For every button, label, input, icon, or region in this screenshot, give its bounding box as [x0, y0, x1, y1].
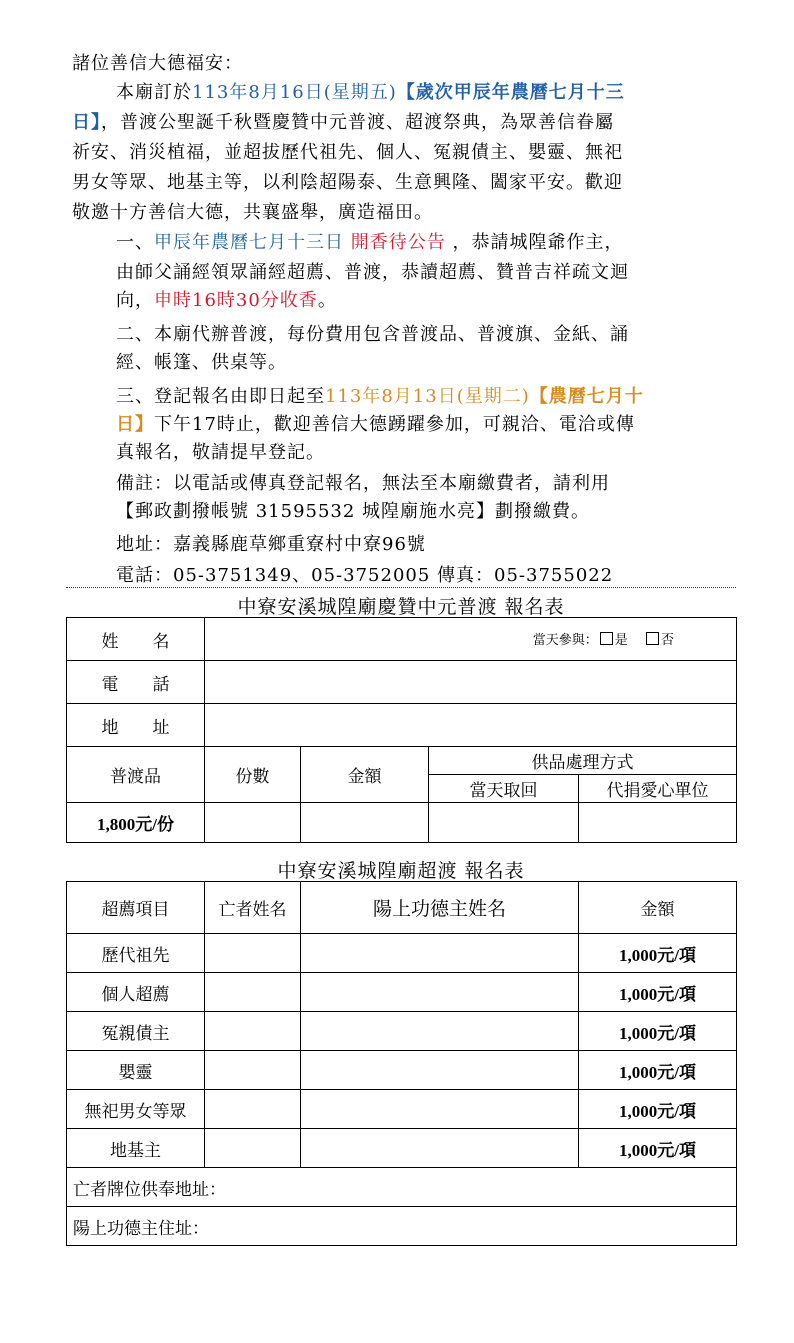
table-row: 無祀男女等眾 1,000元/項 [67, 1090, 737, 1129]
name-field[interactable]: 當天參與： 是 否 [205, 618, 737, 661]
letter-line-4: 男女等眾、地基主等，以利陰超陽泰、生意興隆、闔家平安。歡迎 [72, 172, 623, 193]
letter-line-3: 祈安、消災植福，並超拔歷代祖先、個人、冤親債主、嬰靈、無祀 [72, 142, 623, 163]
item-1-line-1: 一、甲辰年農曆七月十三日 開香待公告 ，恭請城隍爺作主， [116, 232, 624, 253]
attend-yes-checkbox[interactable] [600, 632, 613, 645]
sponsor-field[interactable] [301, 934, 579, 973]
item-1-line-2: 由師父誦經領眾誦經超薦、普渡，恭讀超薦、贊普吉祥疏文迴 [116, 262, 629, 283]
note-line-1: 備註：以電話或傳真登記報名，無法至本廟繳費者，請利用 [116, 473, 610, 494]
phone-label: 電 話 [67, 661, 205, 704]
sponsor-field[interactable] [301, 1129, 579, 1168]
form2-title: 中寮安溪城隍廟超渡 報名表 [277, 860, 525, 882]
temple-phone: 電話：05-3751349、05-3752005 傳真：05-3755022 [116, 565, 614, 586]
form1-title: 中寮安溪城隍廟慶贊中元普渡 報名表 [237, 596, 565, 618]
item-2-line-2: 經、帳篷、供桌等。 [116, 352, 287, 373]
col-item: 超薦項目 [67, 882, 205, 934]
deceased-field[interactable] [205, 1012, 301, 1051]
deceased-field[interactable] [205, 1129, 301, 1168]
letter-line-1: 本廟訂於113年8月16日(星期五)【歲次甲辰年農曆七月十三 [116, 82, 625, 103]
amount-field[interactable] [301, 803, 429, 843]
name-label: 姓 名 [67, 618, 205, 661]
col-pickup: 當天取回 [429, 775, 579, 803]
pickup-field[interactable] [429, 803, 579, 843]
address-field[interactable] [205, 704, 737, 747]
item-1-line-3: 向，申時16時30分收香。 [116, 290, 337, 311]
sponsor-address-field[interactable]: 陽上功德主住址： [67, 1207, 737, 1246]
col-qty: 份數 [205, 747, 301, 803]
table-row: 嬰靈 1,000元/項 [67, 1051, 737, 1090]
table-row: 歷代祖先 1,000元/項 [67, 934, 737, 973]
deceased-field[interactable] [205, 934, 301, 973]
item-3-line-1: 三、登記報名由即日起至113年8月13日(星期二)【農曆七月十 [116, 386, 644, 407]
letter-line-5: 敬邀十方善信大德，共襄盛舉，廣造福田。 [72, 202, 433, 223]
sponsor-field[interactable] [301, 1012, 579, 1051]
form2-table [66, 881, 737, 1246]
sponsor-field[interactable] [301, 1051, 579, 1090]
address-label: 地 址 [67, 704, 205, 747]
divider [66, 587, 736, 588]
item-3-line-2: 日】下午17時止，歡迎善信大德踴躍參加，可親洽、電洽或傳 [116, 414, 635, 435]
deceased-field[interactable] [205, 973, 301, 1012]
col-donate: 代捐愛心單位 [579, 775, 737, 803]
col-amount: 金額 [579, 882, 737, 934]
col-deceased: 亡者姓名 [205, 882, 301, 934]
phone-field[interactable] [205, 661, 737, 704]
sponsor-field[interactable] [301, 973, 579, 1012]
col-item: 普渡品 [67, 747, 205, 803]
item-3-line-3: 真報名，敬請提早登記。 [116, 442, 325, 463]
qty-field[interactable] [205, 803, 301, 843]
sponsor-field[interactable] [301, 1090, 579, 1129]
table-row: 冤親債主 1,000元/項 [67, 1012, 737, 1051]
form1-table [66, 617, 737, 843]
deceased-field[interactable] [205, 1051, 301, 1090]
col-sponsor: 陽上功德主姓名 [301, 882, 579, 934]
item-2-line-1: 二、本廟代辦普渡，每份費用包含普渡品、普渡旗、金紙、誦 [116, 324, 629, 345]
incense-notice: 開香待公告 [350, 232, 446, 253]
deceased-field[interactable] [205, 1090, 301, 1129]
lunar-date: 【歲次甲辰年農曆七月十三 [396, 82, 625, 103]
donate-field[interactable] [579, 803, 737, 843]
price-cell: 1,800元/份 [67, 803, 205, 843]
table-row: 個人超薦 1,000元/項 [67, 973, 737, 1012]
note-line-2: 【郵政劃撥帳號 31595532 城隍廟施水亮】劃撥繳費。 [116, 501, 591, 522]
col-amount: 金額 [301, 747, 429, 803]
greeting: 諸位善信大德福安： [72, 53, 243, 74]
tablet-address-field[interactable]: 亡者牌位供奉地址： [67, 1168, 737, 1207]
temple-address: 地址：嘉義縣鹿草鄉重寮村中寮96號 [116, 534, 426, 555]
table-row: 地基主 1,000元/項 [67, 1129, 737, 1168]
attend-no-checkbox[interactable] [646, 632, 659, 645]
event-date: 113年8月16日(星期五) [192, 82, 397, 103]
col-handling: 供品處理方式 [429, 747, 737, 775]
letter-line-2: 日】，普渡公聖誕千秋暨慶贊中元普渡、超渡祭典，為眾善信眷屬 [72, 112, 614, 133]
